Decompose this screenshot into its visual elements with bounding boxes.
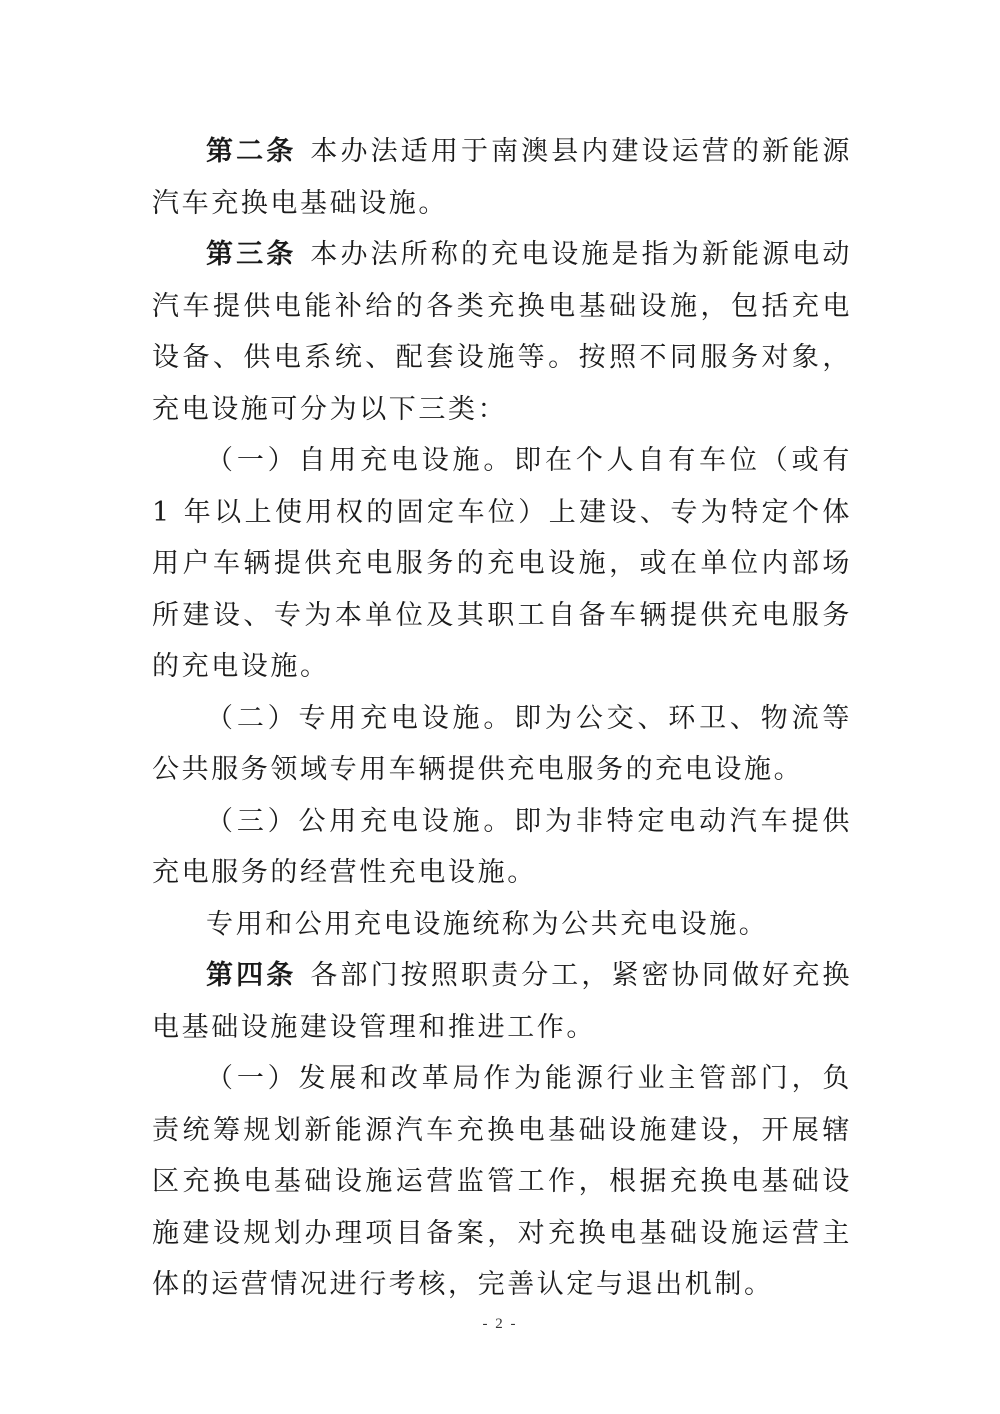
summary-paragraph [152,899,852,951]
paragraph-text: （三）公用充电设施。即为非特定电动汽车提供充电服务的经营性充电设施。 [152,805,852,888]
article-heading: 第四条 [206,960,297,991]
paragraph-text: （二）专用充电设施。即为公交、环卫、物流等公共服务领域专用车辆提供充电服务的充电设施。 [152,702,852,785]
paragraph-text: 专用和公用充电设施统称为公共充电设施。 [206,908,769,940]
page-number: - 2 - [482,1316,518,1332]
paragraph-text: 本办法所称的充电设施是指为新能源电动汽车提供电能补给的各类充换电基础设施，包括充电设备、供电系统、配套设施等。按照不同服务对象，充电设施可分为以下三类： [152,239,852,425]
document-body [152,126,852,1311]
article-4-item-1-paragraph [152,1053,852,1311]
article-heading: 第二条 [206,136,297,167]
paragraph-text: （一）自用充电设施。即在个人自有车位（或有 1 年以上使用权的固定车位）上建设、专为特定个体用户车辆提供充电服务的充电设施，或在单位内部场所建设、专为本单位及其职工自备车辆提供充电服务的充电设施。 [152,445,852,682]
paragraph-text: 本办法适用于南澳县内建设运营的新能源汽车充换电基础设施。 [152,136,852,219]
article-2-paragraph [152,126,852,229]
item-1-paragraph [152,435,852,693]
item-3-paragraph [152,796,852,899]
paragraph-text: 各部门按照职责分工，紧密协同做好充换电基础设施建设管理和推进工作。 [152,960,852,1043]
paragraph-text: （一）发展和改革局作为能源行业主管部门，负责统筹规划新能源汽车充换电基础设施建设，开展辖区充换电基础设施运营监管工作，根据充换电基础设施建设规划办理项目备案，对充换电基础设施运营主体的运营情况进行考核，完善认定与退出机制。 [152,1063,852,1300]
article-heading: 第三条 [206,239,297,270]
article-4-paragraph [152,950,852,1053]
item-2-paragraph [152,693,852,796]
article-3-paragraph [152,229,852,435]
